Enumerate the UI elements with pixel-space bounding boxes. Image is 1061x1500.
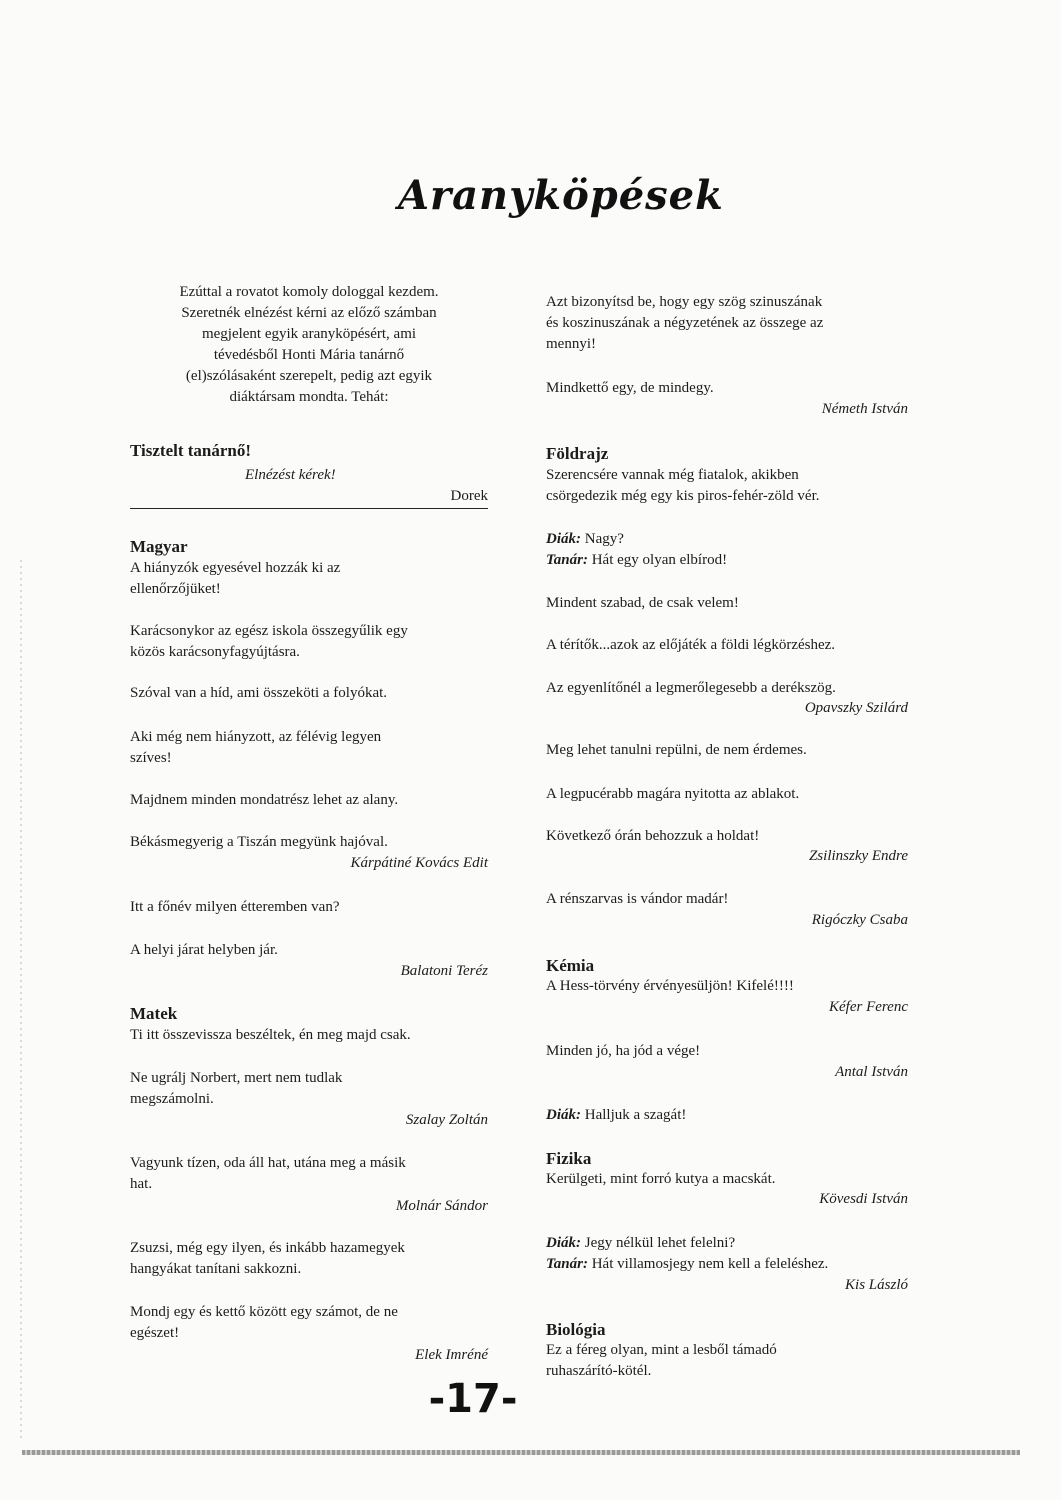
- scan-edge-band: [22, 1450, 1020, 1455]
- quote-attribution: Antal István: [835, 1064, 908, 1080]
- quote-item: Következő órán behozzuk a holdat!: [546, 828, 760, 844]
- dialogue-item: Diák: Jegy nélkül lehet felelni? Tanár: Hát villamosjegy nem kell a feleléshez.: [546, 1235, 829, 1272]
- quote-item: Minden jó, ha jód a vége!: [546, 1043, 701, 1059]
- quote-item: A hiányzók egyesével hozzák ki az ellenőrzőjüket!: [130, 560, 341, 597]
- quote-item: A térítők...azok az előjáték a földi légkörzéshez.: [546, 637, 836, 653]
- quote-item: A Hess-törvény érvényesüljön! Kifelé!!!!: [546, 978, 794, 994]
- section-heading-magyar: Magyar: [130, 537, 188, 556]
- apology-line: Elnézést kérek!: [245, 467, 336, 483]
- quote-attribution: Szalay Zoltán: [405, 1112, 488, 1128]
- quote-item: A rénszarvas is vándor madár!: [546, 891, 729, 907]
- quote-attribution: Kárpátiné Kovács Edit: [350, 855, 488, 871]
- quote-item: A legpucérabb magára nyitotta az ablakot.: [546, 786, 800, 802]
- section-heading-kemia: Kémia: [546, 956, 595, 975]
- dialogue-item: Diák: Nagy? Tanár: Hát egy olyan elbírod!: [546, 531, 728, 568]
- section-heading-foldrajz: Földrajz: [546, 444, 609, 463]
- scan-margin-noise: [20, 560, 22, 1440]
- quote-item: Kerülgeti, mint forró kutya a macskát.: [546, 1171, 776, 1187]
- intro-paragraph: Ezúttal a rovatot komoly dologgal kezdem. Szeretnék elnézést kérni az előző számban megjelent egyik aranyköpésért, ami tévedésből Honti Mária tanárnő (el)szólásaként szerepelt, pedig azt egyik diáktársam mondta. Tehát:: [179, 284, 439, 405]
- quote-attribution: Kövesdi István: [819, 1191, 908, 1207]
- left-column: [130, 0, 488, 1500]
- quote-item: Szóval van a híd, ami összeköti a folyókat.: [130, 685, 388, 701]
- quote-attribution: Kis László: [845, 1277, 908, 1293]
- quote-item: Az egyenlítőnél a legmerőlegesebb a derékszög.: [546, 680, 836, 696]
- quote-item: Békásmegyerig a Tiszán megyünk hajóval.: [130, 834, 388, 850]
- quote-item: Meg lehet tanulni repülni, de nem érdemes.: [546, 742, 807, 758]
- quote-attribution: Elek Imréné: [415, 1347, 488, 1363]
- page-number: -17-: [428, 1376, 518, 1422]
- quote-item: A helyi járat helyben jár.: [130, 942, 278, 958]
- quote-attribution: Kéfer Ferenc: [829, 999, 908, 1015]
- quote-attribution: Németh István: [821, 401, 908, 417]
- page-title: Aranyköpések: [398, 172, 724, 219]
- quote-item: Zsuzsi, még egy ilyen, és inkább hazamegyek hangyákat tanítani sakkozni.: [130, 1240, 405, 1277]
- quote-attribution: Opavszky Szilárd: [804, 700, 908, 716]
- quote-item: Aki még nem hiányzott, az félévig legyen szíves!: [130, 729, 382, 766]
- quote-attribution: Balatoni Teréz: [400, 963, 488, 979]
- quote-item: Itt a főnév milyen étteremben van?: [130, 899, 340, 915]
- section-heading-biologia: Biológia: [546, 1320, 606, 1339]
- dialogue-item: Diák: Halljuk a szagát!: [546, 1107, 687, 1123]
- quote-item: Ez a féreg olyan, mint a lesből támadó ruhaszárító-kötél.: [546, 1342, 777, 1379]
- quote-attribution: Molnár Sándor: [395, 1198, 488, 1214]
- section-divider: [130, 508, 488, 509]
- quote-item: Mindkettő egy, de mindegy.: [546, 380, 714, 396]
- quote-item: Mondj egy és kettő között egy számot, de ne egészet!: [130, 1304, 398, 1341]
- quote-item: Azt bizonyítsd be, hogy egy szög szinuszának és koszinuszának a négyzetének az összege az mennyi!: [546, 294, 824, 352]
- quote-item: Vagyunk tízen, oda áll hat, utána meg a másik hat.: [130, 1155, 406, 1192]
- apology-signature: Dorek: [450, 488, 488, 504]
- quote-attribution: Rigóczky Csaba: [811, 912, 908, 928]
- right-column: [546, 0, 908, 1500]
- quote-item: Ti itt összevissza beszéltek, én meg majd csak.: [130, 1027, 411, 1043]
- quote-item: Ne ugrálj Norbert, mert nem tudlak megszámolni.: [130, 1070, 343, 1107]
- section-heading-fizika: Fizika: [546, 1149, 592, 1168]
- apology-heading: Tisztelt tanárnő!: [130, 441, 252, 460]
- quote-item: Mindent szabad, de csak velem!: [546, 595, 739, 611]
- quote-item: Szerencsére vannak még fiatalok, akikben csörgedezik még egy kis piros-fehér-zöld vér.: [546, 467, 820, 504]
- section-heading-matek: Matek: [130, 1004, 178, 1023]
- quote-attribution: Zsilinszky Endre: [808, 848, 908, 864]
- quote-item: Karácsonykor az egész iskola összegyűlik egy közös karácsonyfagyújtásra.: [130, 623, 408, 660]
- quote-item: Majdnem minden mondatrész lehet az alany.: [130, 792, 399, 808]
